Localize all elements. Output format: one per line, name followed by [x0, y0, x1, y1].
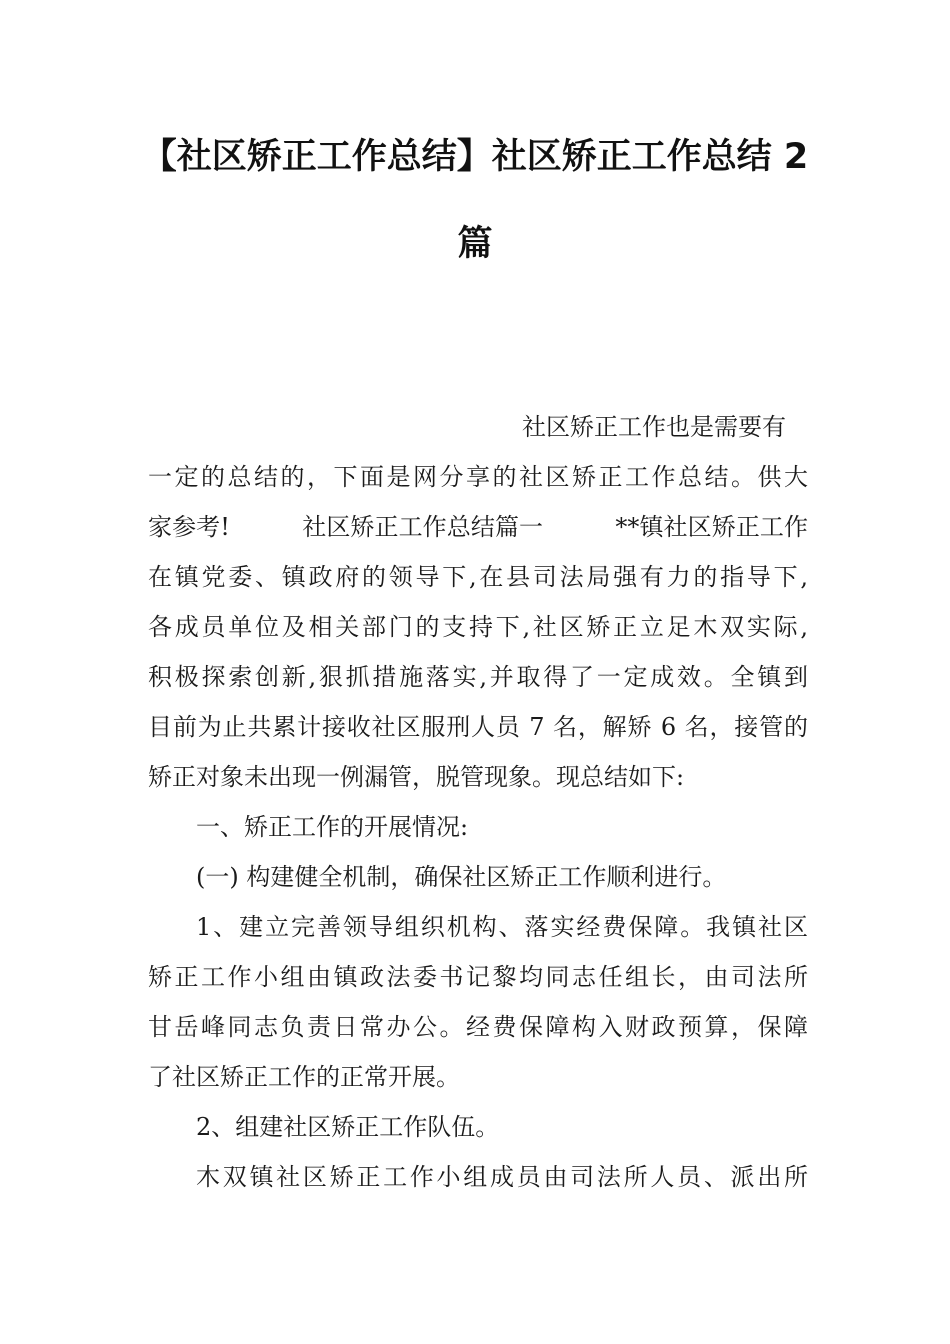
- body-line: 1、建立完善领导组织机构、落实经费保障。我镇社区: [196, 913, 808, 941]
- body-line: 一定的总结的，下面是网分享的社区矫正工作总结。供大: [148, 463, 808, 491]
- body-line: 目前为止共累计接收社区服刑人员 7 名，解矫 6 名，接管的: [148, 713, 808, 741]
- document-title-line-1: 【社区矫正工作总结】社区矫正工作总结 2: [141, 137, 809, 177]
- subsection-heading: (一) 构建健全机制，确保社区矫正工作顺利进行。: [196, 863, 727, 891]
- body-line: 积极探索创新,狠抓措施落实,并取得了一定成效。全镇到: [148, 663, 808, 691]
- body-line: 在镇党委、镇政府的领导下,在县司法局强有力的指导下,: [148, 563, 808, 591]
- body-line: 矫正工作小组由镇政法委书记黎均同志任组长，由司法所: [148, 963, 808, 991]
- body-line: 木双镇社区矫正工作小组成员由司法所人员、派出所: [196, 1163, 808, 1191]
- body-line: 了社区矫正工作的正常开展。: [148, 1063, 460, 1091]
- body-line: 甘岳峰同志负责日常办公。经费保障构入财政预算，保障: [148, 1013, 808, 1041]
- document-title-line-2: 篇: [457, 224, 493, 264]
- body-line: 家参考! 社区矫正工作总结篇一 **镇社区矫正工作: [148, 513, 808, 541]
- body-line: 矫正对象未出现一例漏管，脱管现象。现总结如下:: [148, 763, 685, 791]
- section-heading: 一、矫正工作的开展情况:: [196, 813, 469, 841]
- body-line: 各成员单位及相关部门的支持下,社区矫正立足木双实际,: [148, 613, 808, 641]
- body-line: 社区矫正工作也是需要有: [522, 413, 786, 441]
- body-line: 2、组建社区矫正工作队伍。: [196, 1113, 500, 1141]
